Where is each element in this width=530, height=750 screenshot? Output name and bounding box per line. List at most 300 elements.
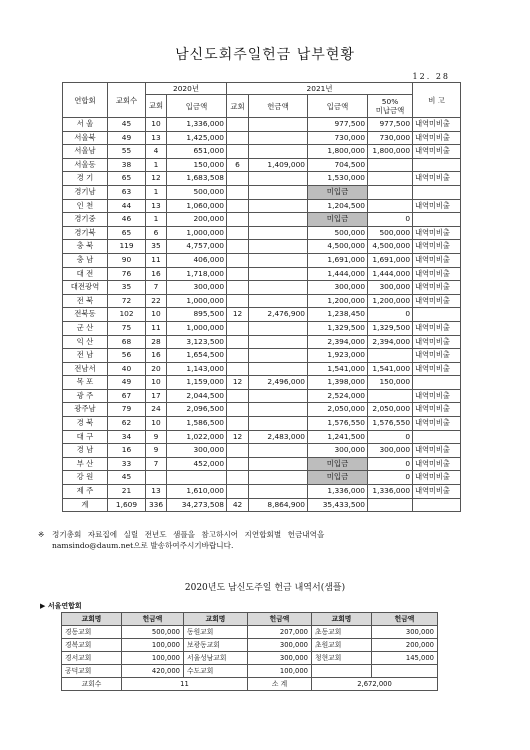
table-cell: 452,000 — [167, 457, 227, 471]
table-row — [63, 185, 461, 199]
table-cell: 내역미비출 — [413, 253, 461, 267]
table-cell: 13 — [146, 485, 167, 499]
table-cell: 대전광역 — [63, 281, 108, 295]
table-cell: 500,000 — [167, 185, 227, 199]
table-cell: 내역미비출 — [413, 417, 461, 431]
table-cell: 내역미비출 — [413, 294, 461, 308]
table-cell: 4,500,000 — [368, 240, 413, 254]
table-cell — [227, 471, 249, 485]
sample-cell: 420,000 — [122, 665, 184, 678]
table-cell: 1,336,000 — [167, 118, 227, 132]
table-cell: 서울동 — [63, 158, 108, 172]
table-cell: 내역미비출 — [413, 118, 461, 132]
sample-header-cell: 교회명 — [184, 613, 248, 626]
table-cell: 1,329,500 — [308, 321, 368, 335]
table-cell: 1,409,000 — [249, 158, 308, 172]
table-cell: 내역미비출 — [413, 403, 461, 417]
table-cell: 대 구 — [63, 430, 108, 444]
sample-cell: 500,000 — [122, 626, 184, 639]
table-cell: 12 — [227, 308, 249, 322]
table-cell: 12 — [146, 172, 167, 186]
table-cell: 8,864,900 — [249, 498, 308, 512]
table-cell: 2,524,000 — [308, 389, 368, 403]
table-row — [63, 308, 461, 322]
table-row — [63, 485, 461, 499]
header-2021: 2021년 — [227, 83, 413, 95]
header-church-count: 교회수 — [108, 83, 146, 118]
sample-header-cell: 교회명 — [312, 613, 372, 626]
sample-cell: 145,000 — [372, 652, 438, 665]
table-cell: 1,654,500 — [167, 349, 227, 363]
table-row — [63, 253, 461, 267]
table-cell: 977,500 — [368, 118, 413, 132]
table-cell: 1,143,000 — [167, 362, 227, 376]
table-cell: 내역미비출 — [413, 321, 461, 335]
table-row — [63, 321, 461, 335]
table-cell: 9 — [146, 430, 167, 444]
table-cell: 44 — [108, 199, 146, 213]
table-cell: 4 — [146, 145, 167, 159]
table-row — [63, 403, 461, 417]
table-cell: 1,576,550 — [308, 417, 368, 431]
table-cell: 34,273,508 — [167, 498, 227, 512]
table-cell — [249, 362, 308, 376]
table-cell: 1,541,000 — [368, 362, 413, 376]
table-cell: 경 기 — [63, 172, 108, 186]
table-cell: 79 — [108, 403, 146, 417]
table-cell: 내역미비출 — [413, 226, 461, 240]
table-cell: 42 — [227, 498, 249, 512]
sample-row — [62, 652, 438, 665]
table-row — [63, 240, 461, 254]
table-cell: 1,610,000 — [167, 485, 227, 499]
table-cell — [413, 308, 461, 322]
table-cell: 미입금 — [308, 185, 368, 199]
table-cell — [227, 145, 249, 159]
table-cell: 1,541,000 — [308, 362, 368, 376]
table-cell: 미입금 — [308, 457, 368, 471]
sample-cell: 보광동교회 — [184, 639, 248, 652]
table-cell — [249, 403, 308, 417]
table-cell: 인 천 — [63, 199, 108, 213]
table-cell: 300,000 — [368, 444, 413, 458]
table-cell: 0 — [368, 213, 413, 227]
table-cell — [227, 213, 249, 227]
table-cell: 서울남 — [63, 145, 108, 159]
table-cell: 13 — [146, 131, 167, 145]
sample-cell: 초원교회 — [312, 639, 372, 652]
table-cell: 광주남 — [63, 403, 108, 417]
table-cell: 200,000 — [167, 213, 227, 227]
table-cell: 0 — [368, 430, 413, 444]
table-cell: 72 — [108, 294, 146, 308]
table-cell — [249, 226, 308, 240]
table-cell — [227, 172, 249, 186]
table-cell: 1,000,000 — [167, 294, 227, 308]
table-cell — [249, 199, 308, 213]
table-cell: 45 — [108, 118, 146, 132]
table-row — [63, 118, 461, 132]
total-row — [63, 498, 461, 512]
table-cell: 20 — [146, 362, 167, 376]
section-label-text: 서울연합회 — [47, 602, 82, 610]
table-cell: 17 — [146, 389, 167, 403]
table-cell: 1,530,000 — [308, 172, 368, 186]
table-cell — [413, 158, 461, 172]
table-cell: 49 — [108, 131, 146, 145]
table-cell: 2,096,500 — [167, 403, 227, 417]
table-cell: 1,336,000 — [368, 485, 413, 499]
table-cell — [227, 403, 249, 417]
table-cell: 2,476,900 — [249, 308, 308, 322]
table-cell: 1,444,000 — [308, 267, 368, 281]
table-row — [63, 444, 461, 458]
table-cell: 13 — [146, 199, 167, 213]
table-row — [63, 349, 461, 363]
table-cell: 46 — [108, 213, 146, 227]
table-cell — [249, 485, 308, 499]
report-date: 12. 28 — [412, 72, 450, 81]
table-row — [63, 335, 461, 349]
table-cell: 300,000 — [368, 281, 413, 295]
sample-cell: 300,000 — [248, 639, 312, 652]
table-cell — [227, 362, 249, 376]
table-cell: 62 — [108, 417, 146, 431]
table-row — [63, 457, 461, 471]
table-cell: 2,050,000 — [308, 403, 368, 417]
payment-status-table — [62, 82, 461, 512]
table-cell: 895,500 — [167, 308, 227, 322]
table-cell: 1 — [146, 213, 167, 227]
table-cell — [249, 471, 308, 485]
table-cell: 2,394,000 — [368, 335, 413, 349]
table-cell: 75 — [108, 321, 146, 335]
table-cell: 102 — [108, 308, 146, 322]
table-cell — [249, 321, 308, 335]
sample-total-row — [62, 678, 438, 691]
table-cell — [249, 417, 308, 431]
table-cell — [227, 281, 249, 295]
table-cell — [368, 158, 413, 172]
church-count-label: 교회수 — [62, 678, 122, 691]
sample-cell: 207,000 — [248, 626, 312, 639]
table-cell: 4,500,000 — [308, 240, 368, 254]
table-cell — [368, 185, 413, 199]
table-cell: 1,800,000 — [308, 145, 368, 159]
sample-cell: 경서교회 — [62, 652, 122, 665]
sample-cell: 공덕교회 — [62, 665, 122, 678]
table-cell — [249, 281, 308, 295]
table-cell: 500,000 — [368, 226, 413, 240]
table-cell: 2,483,000 — [249, 430, 308, 444]
table-cell: 24 — [146, 403, 167, 417]
table-row — [63, 417, 461, 431]
table-row — [63, 430, 461, 444]
table-cell: 1,022,000 — [167, 430, 227, 444]
table-cell: 0 — [368, 471, 413, 485]
table-cell: 계 — [63, 498, 108, 512]
table-cell — [227, 226, 249, 240]
table-cell: 1,238,450 — [308, 308, 368, 322]
table-cell: 119 — [108, 240, 146, 254]
table-cell: 55 — [108, 145, 146, 159]
table-cell — [227, 118, 249, 132]
sample-row — [62, 665, 438, 678]
table-cell: 2,496,000 — [249, 376, 308, 390]
table-cell: 전북동 — [63, 308, 108, 322]
table-cell: 300,000 — [308, 281, 368, 295]
table-cell: 1,576,550 — [368, 417, 413, 431]
table-cell: 2,394,000 — [308, 335, 368, 349]
table-cell: 65 — [108, 226, 146, 240]
table-cell — [227, 185, 249, 199]
table-cell — [413, 498, 461, 512]
table-cell — [167, 471, 227, 485]
table-cell: 704,500 — [308, 158, 368, 172]
table-cell: 경 남 — [63, 444, 108, 458]
table-cell: 전남서 — [63, 362, 108, 376]
table-cell: 광 주 — [63, 389, 108, 403]
table-cell: 1,691,000 — [368, 253, 413, 267]
table-cell: 7 — [146, 457, 167, 471]
table-cell: 내역미비출 — [413, 267, 461, 281]
table-cell: 경기중 — [63, 213, 108, 227]
table-row — [63, 226, 461, 240]
table-cell: 11 — [146, 253, 167, 267]
header-2021-cash: 헌금액 — [249, 95, 308, 118]
table-cell: 300,000 — [308, 444, 368, 458]
sample-cell: 100,000 — [122, 652, 184, 665]
table-cell: 76 — [108, 267, 146, 281]
table-cell: 충 북 — [63, 240, 108, 254]
table-cell: 내역미비출 — [413, 281, 461, 295]
table-cell — [413, 213, 461, 227]
sample-cell — [372, 665, 438, 678]
table-cell: 1,060,000 — [167, 199, 227, 213]
table-cell: 1,329,500 — [368, 321, 413, 335]
table-cell: 내역미비출 — [413, 240, 461, 254]
table-cell: 부 산 — [63, 457, 108, 471]
sample-cell: 초동교회 — [312, 626, 372, 639]
table-cell: 10 — [146, 376, 167, 390]
table-cell — [227, 389, 249, 403]
table-cell: 38 — [108, 158, 146, 172]
table-cell — [413, 430, 461, 444]
header-2020: 2020년 — [146, 83, 227, 95]
table-cell: 16 — [146, 267, 167, 281]
header-2021-deposit: 입금액 — [308, 95, 368, 118]
table-cell: 35,433,500 — [308, 498, 368, 512]
table-cell: 730,000 — [368, 131, 413, 145]
sample-header-cell: 헌금액 — [248, 613, 312, 626]
sample-detail-table — [61, 612, 438, 691]
table-cell — [413, 185, 461, 199]
table-cell: 1,444,000 — [368, 267, 413, 281]
table-cell: 1,000,000 — [167, 226, 227, 240]
header-2020-deposit: 입금액 — [167, 95, 227, 118]
table-cell — [249, 335, 308, 349]
sample-cell: 경복교회 — [62, 639, 122, 652]
table-cell: 충 남 — [63, 253, 108, 267]
table-cell: 150,000 — [368, 376, 413, 390]
table-cell: 경기북 — [63, 226, 108, 240]
table-cell: 68 — [108, 335, 146, 349]
table-cell: 내역미비출 — [413, 471, 461, 485]
table-cell: 1,200,000 — [308, 294, 368, 308]
table-cell: 150,000 — [167, 158, 227, 172]
table-cell: 67 — [108, 389, 146, 403]
table-row — [63, 131, 461, 145]
triangle-icon: ▶ — [40, 602, 46, 610]
table-row — [63, 389, 461, 403]
table-cell: 730,000 — [308, 131, 368, 145]
header-remark: 비 고 — [413, 83, 461, 118]
church-count-value: 11 — [122, 678, 248, 691]
table-cell: 내역미비출 — [413, 349, 461, 363]
table-row — [63, 145, 461, 159]
table-cell: 1,691,000 — [308, 253, 368, 267]
table-cell: 63 — [108, 185, 146, 199]
header-region: 연합회 — [63, 83, 108, 118]
table-cell: 서 울 — [63, 118, 108, 132]
table-cell: 1,200,000 — [368, 294, 413, 308]
table-cell — [227, 267, 249, 281]
table-cell — [249, 294, 308, 308]
table-cell — [368, 172, 413, 186]
table-cell: 40 — [108, 362, 146, 376]
table-cell — [249, 389, 308, 403]
table-cell — [249, 172, 308, 186]
table-cell — [249, 267, 308, 281]
table-cell: 경 북 — [63, 417, 108, 431]
table-cell: 16 — [108, 444, 146, 458]
sample-cell: 청현교회 — [312, 652, 372, 665]
table-cell: 내역미비출 — [413, 362, 461, 376]
table-cell: 56 — [108, 349, 146, 363]
table-cell: 내역미비출 — [413, 389, 461, 403]
table-cell: 9 — [146, 444, 167, 458]
table-cell: 전 북 — [63, 294, 108, 308]
table-row — [63, 294, 461, 308]
table-cell: 3,123,500 — [167, 335, 227, 349]
table-cell: 내역미비출 — [413, 485, 461, 499]
table-cell — [227, 335, 249, 349]
table-cell: 목 포 — [63, 376, 108, 390]
header-unpaid-50: 50% 미납금액 — [368, 95, 413, 118]
table-cell: 406,000 — [167, 253, 227, 267]
table-row — [63, 362, 461, 376]
section-label — [40, 601, 82, 611]
payment-rows — [63, 118, 461, 512]
table-cell: 49 — [108, 376, 146, 390]
table-cell — [227, 294, 249, 308]
table-cell: 2,044,500 — [167, 389, 227, 403]
table-cell: 34 — [108, 430, 146, 444]
sample-cell: 경동교회 — [62, 626, 122, 639]
table-cell: 내역미비출 — [413, 444, 461, 458]
table-cell: 6 — [227, 158, 249, 172]
table-cell — [249, 185, 308, 199]
table-cell — [227, 457, 249, 471]
table-row — [63, 158, 461, 172]
table-cell: 10 — [146, 308, 167, 322]
table-cell: 35 — [108, 281, 146, 295]
table-cell — [146, 471, 167, 485]
sample-header-row — [62, 613, 438, 626]
table-cell — [227, 199, 249, 213]
table-cell: 내역미비출 — [413, 199, 461, 213]
table-cell: 1 — [146, 158, 167, 172]
table-cell — [227, 444, 249, 458]
table-cell: 977,500 — [308, 118, 368, 132]
table-cell: 1,800,000 — [368, 145, 413, 159]
table-cell: 6 — [146, 226, 167, 240]
sample-cell: 300,000 — [248, 652, 312, 665]
table-cell — [368, 498, 413, 512]
table-row — [63, 172, 461, 186]
table-cell: 1,718,000 — [167, 267, 227, 281]
subtotal-value: 2,672,000 — [312, 678, 438, 691]
sample-header-cell: 헌금액 — [122, 613, 184, 626]
table-row — [63, 267, 461, 281]
table-cell: 익 산 — [63, 335, 108, 349]
table-cell — [368, 389, 413, 403]
sample-cell — [312, 665, 372, 678]
table-cell: 대 전 — [63, 267, 108, 281]
table-cell: 300,000 — [167, 444, 227, 458]
table-cell: 1,586,500 — [167, 417, 227, 431]
note-mark: ※ — [38, 530, 45, 539]
footnote-line2: namsindo@daum.net으로 발송하여주시기바랍니다. — [52, 541, 234, 550]
table-cell: 300,000 — [167, 281, 227, 295]
table-row — [63, 213, 461, 227]
table-cell: 1,425,000 — [167, 131, 227, 145]
table-cell: 1,609 — [108, 498, 146, 512]
table-cell: 4,757,000 — [167, 240, 227, 254]
sample-title: 2020년도 남신도주일 헌금 내역서(샘플) — [184, 583, 346, 593]
table-cell: 내역미비출 — [413, 172, 461, 186]
sample-header-cell: 교회명 — [62, 613, 122, 626]
table-cell: 10 — [146, 417, 167, 431]
table-cell: 강 원 — [63, 471, 108, 485]
table-cell: 22 — [146, 294, 167, 308]
table-cell: 1,000,000 — [167, 321, 227, 335]
sample-row — [62, 639, 438, 652]
footnote-line1: 정기총회 자료집에 실릴 전년도 샘플을 참고하시어 지연합회별 헌금내역을 — [52, 530, 325, 539]
table-cell: 1,241,500 — [308, 430, 368, 444]
table-cell: 0 — [368, 457, 413, 471]
table-row — [63, 471, 461, 485]
table-cell: 1,204,500 — [308, 199, 368, 213]
header-2020-church: 교회 — [146, 95, 167, 118]
table-cell: 경기남 — [63, 185, 108, 199]
table-cell — [249, 145, 308, 159]
table-cell: 11 — [146, 321, 167, 335]
table-cell: 1,923,000 — [308, 349, 368, 363]
sample-cell: 300,000 — [372, 626, 438, 639]
table-cell: 45 — [108, 471, 146, 485]
table-cell: 내역미비출 — [413, 131, 461, 145]
table-cell: 90 — [108, 253, 146, 267]
table-cell — [249, 118, 308, 132]
table-cell: 서울북 — [63, 131, 108, 145]
table-row — [63, 376, 461, 390]
table-cell: 21 — [108, 485, 146, 499]
table-cell — [227, 349, 249, 363]
table-cell — [249, 240, 308, 254]
table-cell — [249, 457, 308, 471]
table-cell: 미입금 — [308, 213, 368, 227]
